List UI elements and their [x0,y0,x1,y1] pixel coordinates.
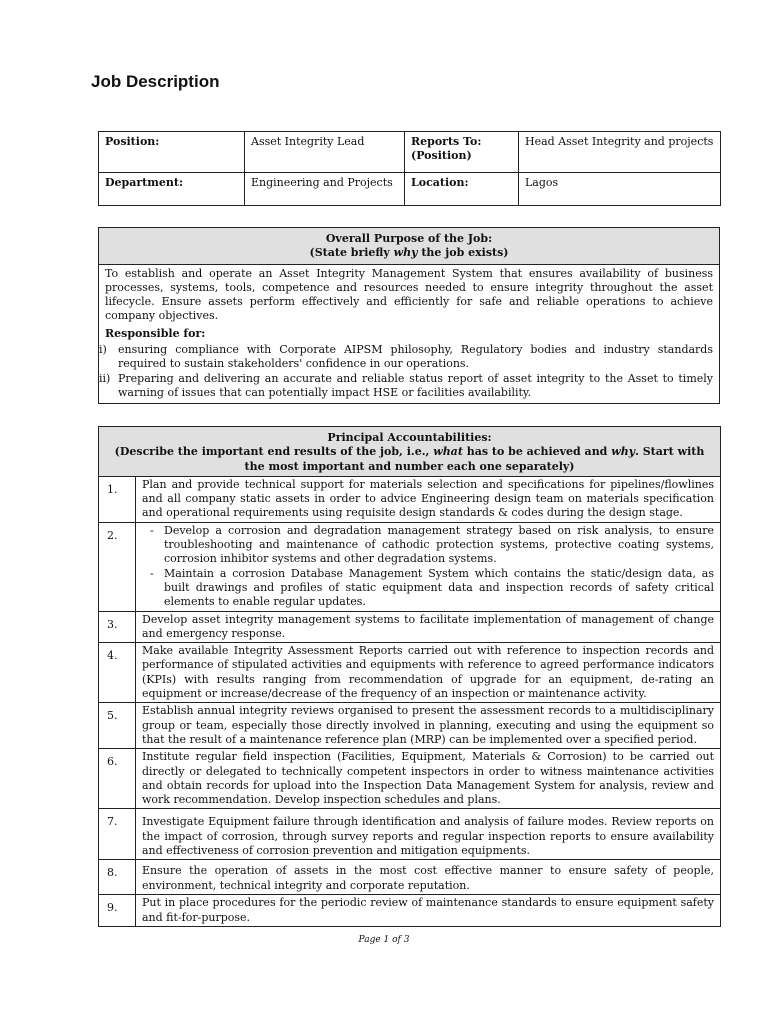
accountabilities-heading-text-c: . Start with the most important and number each one separately) [244,445,705,473]
item-number: 3. [99,611,136,643]
purpose-body [99,264,720,404]
position-value: Asset Integrity Lead [245,132,405,173]
list-item-text: Maintain a corrosion Database Management System which contains the static/design data, as built drawings and profiles of static equipment data and inspection records of safety critical elements to enable regular updates. [164,566,715,609]
department-value: Engineering and Projects [245,173,405,206]
item-text: Investigate Equipment failure through identification and analysis of failure modes. Review reports on the impact of corrosion, through survey reports and regular inspection reports to ensure availability and effectiveness of corrosion prevention and mitigation equipments. [136,809,721,860]
page-number: Page 1 of 3 [358,935,410,945]
position-label: Position: [99,132,245,173]
list-item [99,372,713,401]
list-item-text: Develop a corrosion and degradation management strategy based on risk analysis, to ensure troubleshooting and maintenance of cathodic protection systems, protective coating systems, corrosion inhibitor systems and other degradation systems. [164,523,715,566]
table-row [99,703,721,749]
purpose-heading-line2 [105,246,713,260]
item-number: 6. [99,749,136,809]
list-item-number: ii) [99,371,111,385]
item-text: Put in place procedures for the periodic review of maintenance standards to ensure equipment safety and fit-for-purpose. [136,895,721,927]
purpose-text: To establish and operate an Asset Integrity Management System that ensures availability of business processes, systems, tools, competence and resources needed to ensure integrity throughout the asset lifecycle. Ensure assets perform effectively and efficiently for safe and reliable operations to achieve company objectives. [105,266,713,323]
item-text: Plan and provide technical support for materials selection and specifications for pipelines/flowlines and all company static assets in order to advice Engineering design team on materials specification and operational requirements using requisite design standards & codes during the design stage. [136,476,721,522]
accountabilities-heading-line1: Principal Accountabilities: [327,431,492,444]
item-text: Ensure the operation of assets in the most cost effective manner to ensure safety of people, environment, technical integrity and corporate reputation. [136,860,721,895]
accountabilities-heading-text-b: has to be achieved and [462,445,612,459]
list-item [99,343,713,372]
page-title: Job Description [91,72,220,91]
accountabilities-heading [99,427,721,477]
department-label: Department: [99,173,245,206]
item-text: Make available Integrity Assessment Reports carried out with reference to inspection records and performance of stipulated activities and equipments with reference to agreed performance indicators (KPIs) with results ranging from recommendation of upgrade for an equipment, de-rating an equipment or increase/decrease of the frequency of an inspection or maintenance activity. [136,643,721,703]
responsible-for-label: Responsible for: [105,326,206,340]
item-text: Develop asset integrity management systems to facilitate implementation of management of change and emergency response. [136,611,721,643]
bullet-dash: - [150,523,154,537]
list-item-text: Preparing and delivering an accurate and reliable status report of asset integrity to the Asset to timely warning of issues that can potentially impact HSE or facilities availability. [118,371,713,399]
list-item [150,523,715,567]
item-number: 4. [99,643,136,703]
item-number: 1. [99,476,136,522]
principal-accountabilities-table [98,426,721,927]
info-row-department [99,173,721,206]
table-row [99,809,721,860]
info-row-position [99,132,721,173]
bullet-dash: - [150,566,154,580]
item-text: Establish annual integrity reviews organised to present the assessment records to a multidisciplinary group or team, especially those directly involved in planning, executing and using the equipment so that the result of a maintenance reference plan (MRP) can be implemented over a specified period. [136,703,721,749]
job-info-table [98,131,721,206]
table-row [99,860,721,895]
accountabilities-heading-line2 [105,445,714,474]
responsibilities-list [99,343,713,400]
list-item [150,566,715,610]
reports-to-value: Head Asset Integrity and projects [519,132,721,173]
location-value: Lagos [519,173,721,206]
item-number: 5. [99,703,136,749]
purpose-heading-text: (State briefly [309,246,394,260]
item-number: 2. [99,522,136,611]
job-purpose-table [98,227,720,404]
purpose-heading-text-end: the job exists) [417,246,509,260]
item-number: 8. [99,860,136,895]
table-row [99,522,721,611]
table-row [99,895,721,927]
table-row [99,611,721,643]
reports-to-label [405,132,519,173]
reports-to-label-line1: Reports To: [411,135,482,148]
purpose-heading-line1: Overall Purpose of the Job: [325,232,493,245]
item-text [136,522,721,611]
purpose-heading-emphasis: why [393,246,418,260]
item-number: 9. [99,895,136,927]
accountabilities-heading-em-why: why [611,445,636,459]
item-number: 7. [99,809,136,860]
accountabilities-heading-em-what: what [433,445,463,459]
purpose-heading [99,228,720,265]
list-item-text: ensuring compliance with Corporate AIPSM philosophy, Regulatory bodies and industry standards required to sustain stakeholders' confidence in our operations. [118,343,713,371]
item-text: Institute regular field inspection (Facilities, Equipment, Materials & Corrosion) to be carried out directly or delegated to technically competent inspectors in order to witness maintenance activities and obtain records for upload into the Inspection Data Management System for analysis, review and work recommendation. Develop inspection schedules and plans. [136,749,721,809]
item-bullet-list [142,524,714,610]
table-row [99,476,721,522]
table-row [99,749,721,809]
location-label: Location: [405,173,519,206]
accountabilities-heading-text-a: (Describe the important end results of the job, i.e., [114,445,434,459]
table-row [99,643,721,703]
list-item-number: i) [99,343,107,357]
reports-to-label-line2: (Position) [411,149,472,163]
